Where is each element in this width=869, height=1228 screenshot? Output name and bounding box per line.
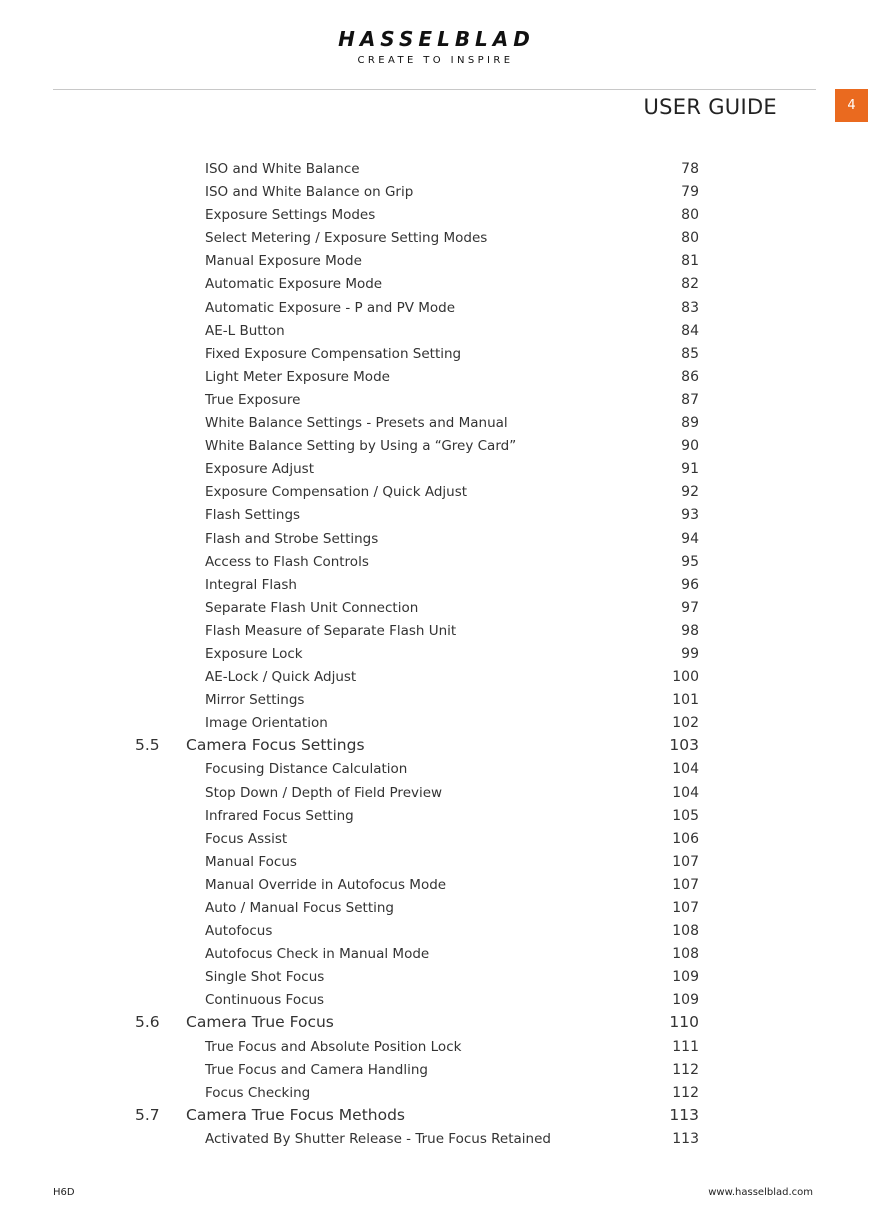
toc-page-number: 86 bbox=[681, 368, 699, 385]
toc-page-number: 99 bbox=[681, 645, 699, 662]
toc-entry-title: Automatic Exposure - P and PV Mode bbox=[205, 299, 456, 316]
toc-page-number: 91 bbox=[681, 461, 699, 478]
toc-page-number: 98 bbox=[681, 622, 699, 639]
toc-entry-title: Focusing Distance Calculation bbox=[205, 761, 408, 778]
toc-entry-row[interactable] bbox=[0, 666, 869, 689]
toc-page-number: 81 bbox=[681, 253, 699, 270]
toc-entry-title: White Balance Setting by Using a “Grey Card” bbox=[205, 438, 517, 455]
toc-section-row[interactable] bbox=[0, 1105, 869, 1128]
toc-page-number: 103 bbox=[669, 736, 699, 755]
toc-page-number: 85 bbox=[681, 345, 699, 362]
toc-entry-row[interactable] bbox=[0, 181, 869, 204]
toc-entry-title: AE-Lock / Quick Adjust bbox=[205, 669, 357, 686]
toc-entry-title: Camera Focus Settings bbox=[186, 736, 365, 755]
toc-page-number: 80 bbox=[681, 207, 699, 224]
toc-entry-title: Flash Measure of Separate Flash Unit bbox=[205, 622, 457, 639]
toc-entry-row[interactable] bbox=[0, 828, 869, 851]
toc-section-number: 5.7 bbox=[135, 1105, 160, 1124]
toc-entry-row[interactable] bbox=[0, 297, 869, 320]
toc-entry-row[interactable] bbox=[0, 989, 869, 1012]
toc-entry-title: True Focus and Camera Handling bbox=[205, 1061, 428, 1078]
toc-entry-row[interactable] bbox=[0, 597, 869, 620]
toc-entry-title: AE-L Button bbox=[205, 322, 285, 339]
toc-entry-row[interactable] bbox=[0, 1059, 869, 1082]
toc-entry-row[interactable] bbox=[0, 458, 869, 481]
toc-page-number: 97 bbox=[681, 599, 699, 616]
toc-entry-title: Flash Settings bbox=[205, 507, 301, 524]
toc-page-number: 113 bbox=[672, 1130, 699, 1147]
toc-entry-row[interactable] bbox=[0, 435, 869, 458]
toc-entry-row[interactable] bbox=[0, 805, 869, 828]
toc-entry-row[interactable] bbox=[0, 366, 869, 389]
footer-website-link[interactable]: www.hasselblad.com bbox=[708, 1187, 813, 1198]
toc-entry-row[interactable] bbox=[0, 643, 869, 666]
toc-entry-title: Focus Checking bbox=[205, 1084, 311, 1101]
toc-section-number: 5.6 bbox=[135, 1013, 160, 1032]
toc-page-number: 107 bbox=[672, 876, 699, 893]
footer-model: H6D bbox=[53, 1187, 75, 1198]
toc-entry-row[interactable] bbox=[0, 1036, 869, 1059]
toc-entry-title: Mirror Settings bbox=[205, 692, 305, 709]
toc-entry-row[interactable] bbox=[0, 320, 869, 343]
toc-entry-title: Exposure Lock bbox=[205, 645, 303, 662]
brand-tagline: CREATE TO INSPIRE bbox=[357, 55, 514, 66]
toc-page-number: 110 bbox=[669, 1013, 699, 1032]
page-number-badge: 4 bbox=[835, 89, 868, 122]
toc-page-number: 112 bbox=[672, 1061, 699, 1078]
toc-entry-row[interactable] bbox=[0, 851, 869, 874]
toc-entry-title: Infrared Focus Setting bbox=[205, 807, 354, 824]
toc-entry-title: True Exposure bbox=[205, 391, 301, 408]
toc-entry-title: Manual Focus bbox=[205, 853, 297, 870]
toc-entry-title: Select Metering / Exposure Setting Modes bbox=[205, 230, 488, 247]
toc-entry-title: Manual Override in Autofocus Mode bbox=[205, 876, 447, 893]
toc-entry-row[interactable] bbox=[0, 227, 869, 250]
toc-entry-title: Separate Flash Unit Connection bbox=[205, 599, 419, 616]
toc-page-number: 94 bbox=[681, 530, 699, 547]
toc-entry-title: Integral Flash bbox=[205, 576, 297, 593]
toc-page-number: 113 bbox=[669, 1105, 699, 1124]
table-of-contents bbox=[0, 158, 869, 1151]
toc-entry-title: True Focus and Absolute Position Lock bbox=[205, 1038, 462, 1055]
toc-page-number: 89 bbox=[681, 415, 699, 432]
toc-entry-row[interactable] bbox=[0, 389, 869, 412]
toc-entry-title: ISO and White Balance bbox=[205, 161, 360, 177]
toc-entry-title: Camera True Focus bbox=[186, 1013, 334, 1032]
toc-entry-row[interactable] bbox=[0, 412, 869, 435]
toc-entry-row[interactable] bbox=[0, 943, 869, 966]
toc-entry-row[interactable] bbox=[0, 574, 869, 597]
toc-entry-title: Camera True Focus Methods bbox=[186, 1105, 406, 1124]
toc-entry-title: Exposure Settings Modes bbox=[205, 207, 376, 224]
toc-entry-title: Autofocus Check in Manual Mode bbox=[205, 946, 430, 963]
toc-page-number: 106 bbox=[672, 830, 699, 847]
toc-page-number: 101 bbox=[672, 692, 699, 709]
toc-entry-title: Manual Exposure Mode bbox=[205, 253, 362, 270]
toc-entry-row[interactable] bbox=[0, 712, 869, 735]
header-divider bbox=[53, 89, 816, 90]
toc-entry-row[interactable] bbox=[0, 273, 869, 296]
toc-entry-row[interactable] bbox=[0, 343, 869, 366]
toc-section-row[interactable] bbox=[0, 735, 869, 758]
toc-entry-title: Flash and Strobe Settings bbox=[205, 530, 379, 547]
toc-entry-row[interactable] bbox=[0, 204, 869, 227]
toc-page-number: 104 bbox=[672, 784, 699, 801]
toc-entry-row[interactable] bbox=[0, 758, 869, 781]
toc-entry-row[interactable] bbox=[0, 689, 869, 712]
toc-entry-row[interactable] bbox=[0, 551, 869, 574]
toc-entry-title: Exposure Adjust bbox=[205, 461, 314, 478]
toc-page-number: 100 bbox=[672, 669, 699, 686]
toc-page-number: 93 bbox=[681, 507, 699, 524]
toc-page-number: 111 bbox=[672, 1038, 699, 1055]
toc-entry-row[interactable] bbox=[0, 1082, 869, 1105]
brand-wordmark: HASSELBLAD bbox=[338, 27, 535, 51]
brand-logo bbox=[0, 27, 869, 66]
toc-page-number: 102 bbox=[672, 715, 699, 732]
toc-entry-row[interactable] bbox=[0, 250, 869, 273]
toc-entry-row[interactable] bbox=[0, 782, 869, 805]
page-title: USER GUIDE bbox=[643, 95, 777, 119]
toc-entry-row[interactable] bbox=[0, 874, 869, 897]
toc-page-number: 109 bbox=[672, 992, 699, 1009]
toc-page-number: 112 bbox=[672, 1084, 699, 1101]
toc-entry-title: Focus Assist bbox=[205, 830, 288, 847]
toc-entry-title: Exposure Compensation / Quick Adjust bbox=[205, 484, 468, 501]
toc-entry-row[interactable] bbox=[0, 620, 869, 643]
toc-page-number: 96 bbox=[681, 576, 699, 593]
toc-page-number: 92 bbox=[681, 484, 699, 501]
toc-entry-row[interactable] bbox=[0, 920, 869, 943]
toc-entry-row[interactable] bbox=[0, 158, 869, 181]
toc-entry-title: Continuous Focus bbox=[205, 992, 325, 1009]
toc-entry-title: Activated By Shutter Release - True Focus Retained bbox=[205, 1130, 551, 1147]
toc-entry-row[interactable] bbox=[0, 966, 869, 989]
toc-entry-title: Autofocus bbox=[205, 923, 273, 940]
toc-entry-title: Image Orientation bbox=[205, 715, 328, 732]
toc-page-number: 78 bbox=[681, 161, 699, 177]
toc-entry-title: Light Meter Exposure Mode bbox=[205, 368, 390, 385]
toc-page-number: 84 bbox=[681, 322, 699, 339]
toc-page-number: 95 bbox=[681, 553, 699, 570]
toc-entry-row[interactable] bbox=[0, 528, 869, 551]
toc-page-number: 104 bbox=[672, 761, 699, 778]
toc-page-number: 87 bbox=[681, 391, 699, 408]
toc-entry-row[interactable] bbox=[0, 481, 869, 504]
toc-entry-title: White Balance Settings - Presets and Manual bbox=[205, 415, 508, 432]
toc-page-number: 108 bbox=[672, 923, 699, 940]
toc-entry-title: Auto / Manual Focus Setting bbox=[205, 900, 395, 916]
toc-entry-title: Fixed Exposure Compensation Setting bbox=[205, 345, 462, 362]
toc-page-number: 107 bbox=[672, 853, 699, 870]
toc-entry-title: Stop Down / Depth of Field Preview bbox=[205, 784, 443, 801]
toc-entry-title: ISO and White Balance on Grip bbox=[205, 184, 414, 201]
toc-entry-row[interactable] bbox=[0, 1128, 869, 1151]
toc-page-number: 90 bbox=[681, 438, 699, 455]
toc-entry-row[interactable] bbox=[0, 897, 869, 920]
toc-page-number: 79 bbox=[681, 184, 699, 201]
toc-page-number: 83 bbox=[681, 299, 699, 316]
toc-page-number: 107 bbox=[672, 900, 699, 916]
toc-entry-title: Automatic Exposure Mode bbox=[205, 276, 383, 293]
toc-section-number: 5.5 bbox=[135, 736, 160, 755]
toc-entry-row[interactable] bbox=[0, 504, 869, 527]
toc-page-number: 80 bbox=[681, 230, 699, 247]
toc-entry-title: Access to Flash Controls bbox=[205, 553, 369, 570]
toc-page-number: 108 bbox=[672, 946, 699, 963]
toc-page-number: 82 bbox=[681, 276, 699, 293]
toc-page-number: 109 bbox=[672, 969, 699, 986]
toc-page-number: 105 bbox=[672, 807, 699, 824]
toc-entry-title: Single Shot Focus bbox=[205, 969, 325, 986]
toc-section-row[interactable] bbox=[0, 1012, 869, 1035]
